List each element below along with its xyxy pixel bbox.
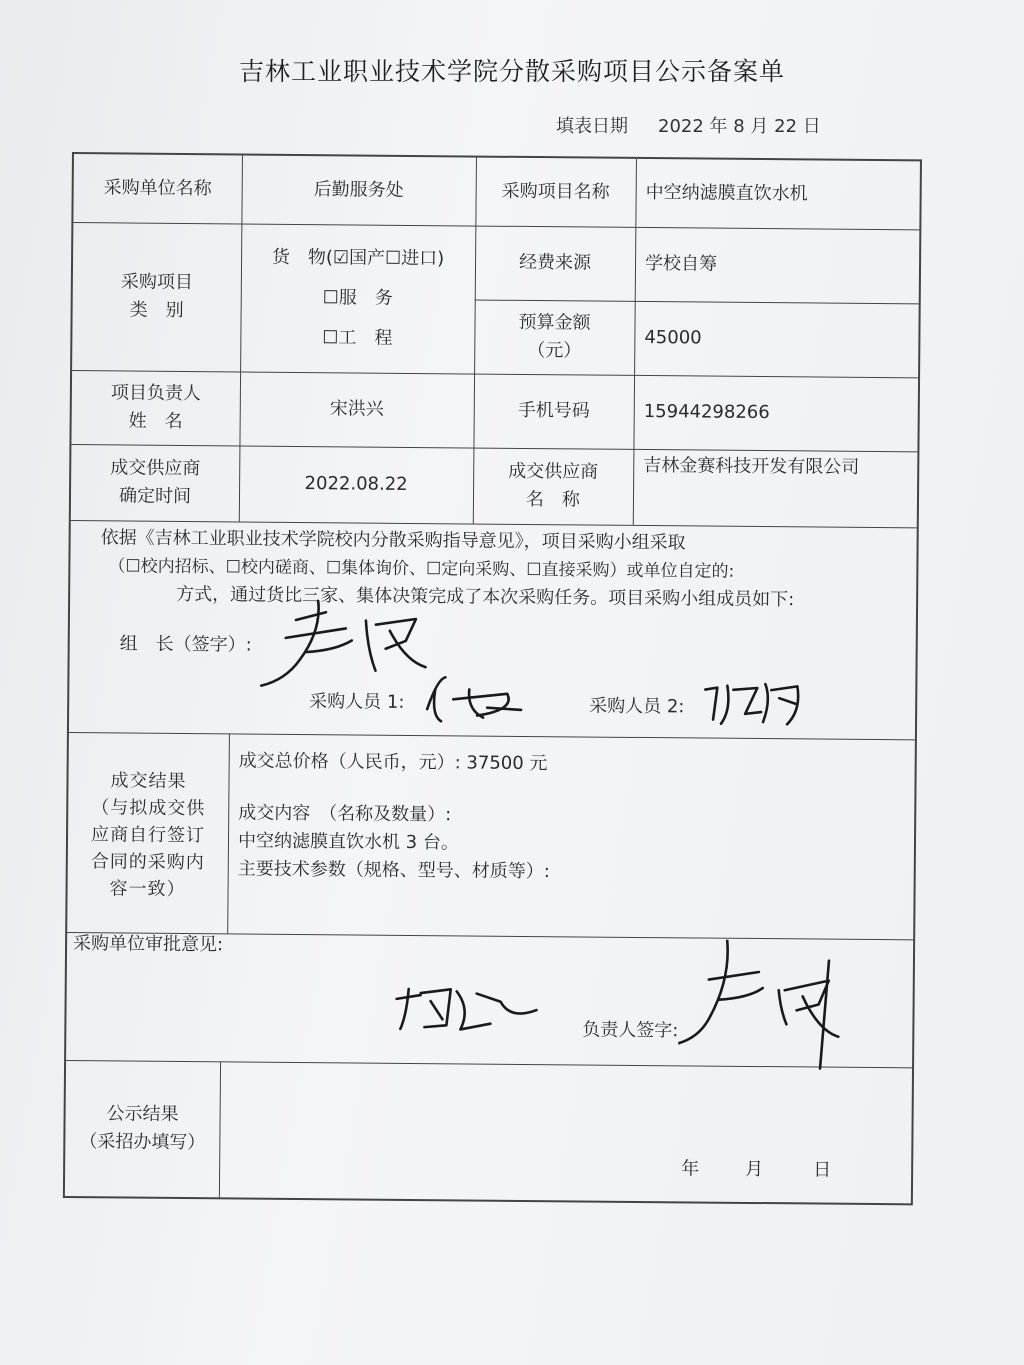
supplier-time-label: 成交供应商 确定时间 (110, 457, 201, 508)
approver-sign-label: 负责人签字: (582, 1019, 679, 1042)
budget-value: 45000 (644, 327, 702, 349)
category-goods: 货 物(☑国产☐进口) (271, 246, 445, 270)
fill-date-value: 2022 年 8 月 22 日 (658, 116, 821, 137)
total-price: 成交总价格（人民币，元）: 37500 元 (238, 750, 548, 775)
project-lead-label: 项目负责人 姓 名 (110, 382, 201, 432)
category-service: ☐服 务 (322, 287, 393, 309)
publicity-year: 年 (681, 1158, 700, 1180)
category-label: 采购项目 类 别 (120, 271, 193, 321)
filing-form-table (63, 152, 922, 1205)
fill-date-label: 填表日期 (556, 116, 628, 137)
project-lead-value: 宋洪兴 (329, 398, 384, 420)
category-options (240, 223, 475, 373)
supplier-time-value: 2022.08.22 (304, 473, 408, 495)
result-label: 成交结果 （与拟成交供 应商自行签订 合同的采购内 容一致） (90, 769, 206, 900)
fill-date (556, 112, 851, 138)
supplier-name-label: 成交供应商 名 称 (508, 460, 599, 511)
technical-params-label: 主要技术参数（规格、型号、材质等）: (237, 858, 550, 883)
buyer-1-label: 采购人员 1: (309, 691, 405, 713)
supplier-name-value: 吉林金赛科技开发有限公司 (643, 454, 860, 478)
form-title: 吉林工业职业技术学院分散采购项目公示备案单 (238, 57, 785, 86)
buyer-2-label: 采购人员 2: (589, 695, 685, 718)
funding-label: 经费来源 (518, 251, 592, 274)
budget-label: 预算金额 （元） (518, 311, 591, 362)
project-name-label: 采购项目名称 (501, 180, 610, 203)
publicity-month: 月 (745, 1158, 764, 1181)
approval-label: 采购单位审批意见: (73, 933, 224, 956)
leader-sign-label: 组 长（签字）: (119, 633, 252, 656)
phone-value: 15944298266 (643, 400, 770, 424)
phone-label: 手机号码 (517, 399, 590, 422)
buyer-1-signature (417, 669, 528, 730)
basis-line-3: 方式，通过货比三家、集体决策完成了本次采购任务。项目采购小组成员如下: (176, 583, 795, 611)
purchasing-unit-label: 采购单位名称 (103, 177, 212, 200)
basis-line-2: （☐校内招标、☐校内磋商、☐集体询价、☐定向采购、☐直接采购）或单位自定的: (108, 556, 735, 582)
approver-signature (678, 939, 849, 1070)
funding-value: 学校自筹 (644, 253, 718, 275)
buyer-2-signature (701, 670, 812, 731)
category-engineering: ☐工 程 (322, 327, 393, 349)
basis-line-1: 依据《吉林工业职业技术学院校内分散采购指导意见》，项目采购小组采取 (100, 527, 686, 554)
project-name-value: 中空纳滤膜直饮水机 (645, 182, 808, 205)
content-value: 中空纳滤膜直饮水机 3 台。 (237, 830, 459, 854)
publicity-label: 公示结果 （采招办填写） (79, 1103, 206, 1154)
publicity-day: 日 (813, 1159, 832, 1181)
approval-signature (390, 979, 541, 1040)
content-label: 成交内容 （名称及数量）: (238, 802, 452, 826)
purchasing-unit-value: 后勤服务处 (313, 179, 404, 201)
